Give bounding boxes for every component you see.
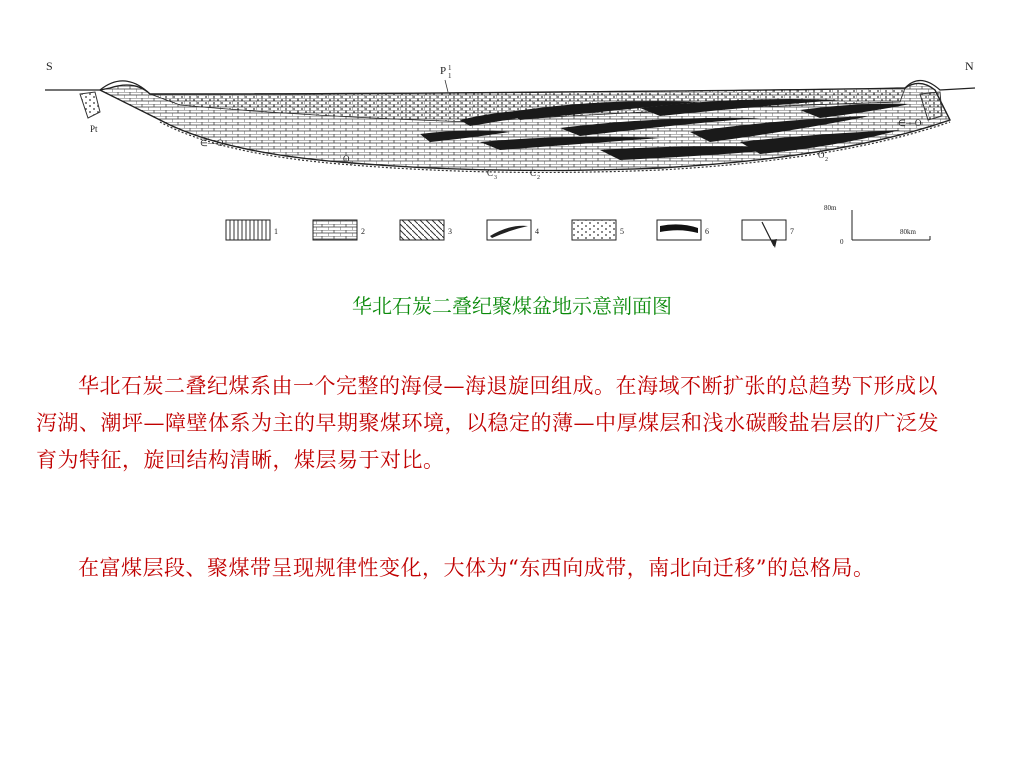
svg-text:1: 1 <box>274 227 278 236</box>
legend-item-1 <box>226 220 278 240</box>
svg-text:4: 4 <box>535 227 539 236</box>
svg-text:1: 1 <box>448 72 452 80</box>
legend-item-3 <box>400 220 452 240</box>
svg-text:P: P <box>440 65 447 77</box>
svg-text:2: 2 <box>825 157 828 163</box>
svg-text:0: 0 <box>840 238 844 246</box>
scale-bar <box>824 204 930 246</box>
legend-item-4 <box>487 220 539 240</box>
label-south: S <box>46 59 53 73</box>
paragraph-1: 华北石炭二叠纪煤系由一个完整的海侵—海退旋回组成。在海域不断扩张的总趋势下形成以泻湖、潮坪—障壁体系为主的早期聚煤环境，以稳定的薄—中厚煤层和浅水碳酸盐岩层的广泛发育为特征，旋回结构清晰，煤层易于对比。 <box>36 374 939 472</box>
label-right-cambrian: ∈—O <box>898 118 922 128</box>
legend-item-6 <box>657 220 709 240</box>
legend-item-7 <box>742 220 794 248</box>
basin-cross-section-diagram <box>40 50 980 260</box>
label-left-basement: Pt <box>90 124 98 134</box>
label-top-unit <box>440 64 452 92</box>
svg-text:7: 7 <box>790 227 794 236</box>
svg-text:6: 6 <box>705 227 709 236</box>
svg-text:O: O <box>343 154 350 164</box>
svg-text:80m: 80m <box>824 204 837 212</box>
svg-text:5: 5 <box>620 227 624 236</box>
legend-item-2 <box>313 220 365 240</box>
svg-text:3: 3 <box>494 175 497 181</box>
label-left-cambrian: ∈—O <box>200 138 224 148</box>
svg-text:C: C <box>487 168 494 178</box>
svg-text:O: O <box>818 150 825 160</box>
diagram-caption: 华北石炭二叠纪聚煤盆地示意剖面图 <box>352 294 672 318</box>
svg-text:2: 2 <box>361 227 365 236</box>
svg-text:3: 3 <box>448 227 452 236</box>
svg-text:C: C <box>530 168 537 178</box>
svg-text:80km: 80km <box>900 228 916 236</box>
legend-item-5 <box>572 220 624 240</box>
paragraph-2: 在富煤层段、聚煤带呈现规律性变化，大体为“东西向成带，南北向迁移”的总格局。 <box>78 556 875 580</box>
label-north: N <box>965 59 974 73</box>
svg-text:1: 1 <box>448 64 452 72</box>
legend <box>226 220 794 248</box>
svg-text:2: 2 <box>537 175 540 181</box>
svg-text:2: 2 <box>350 161 353 167</box>
